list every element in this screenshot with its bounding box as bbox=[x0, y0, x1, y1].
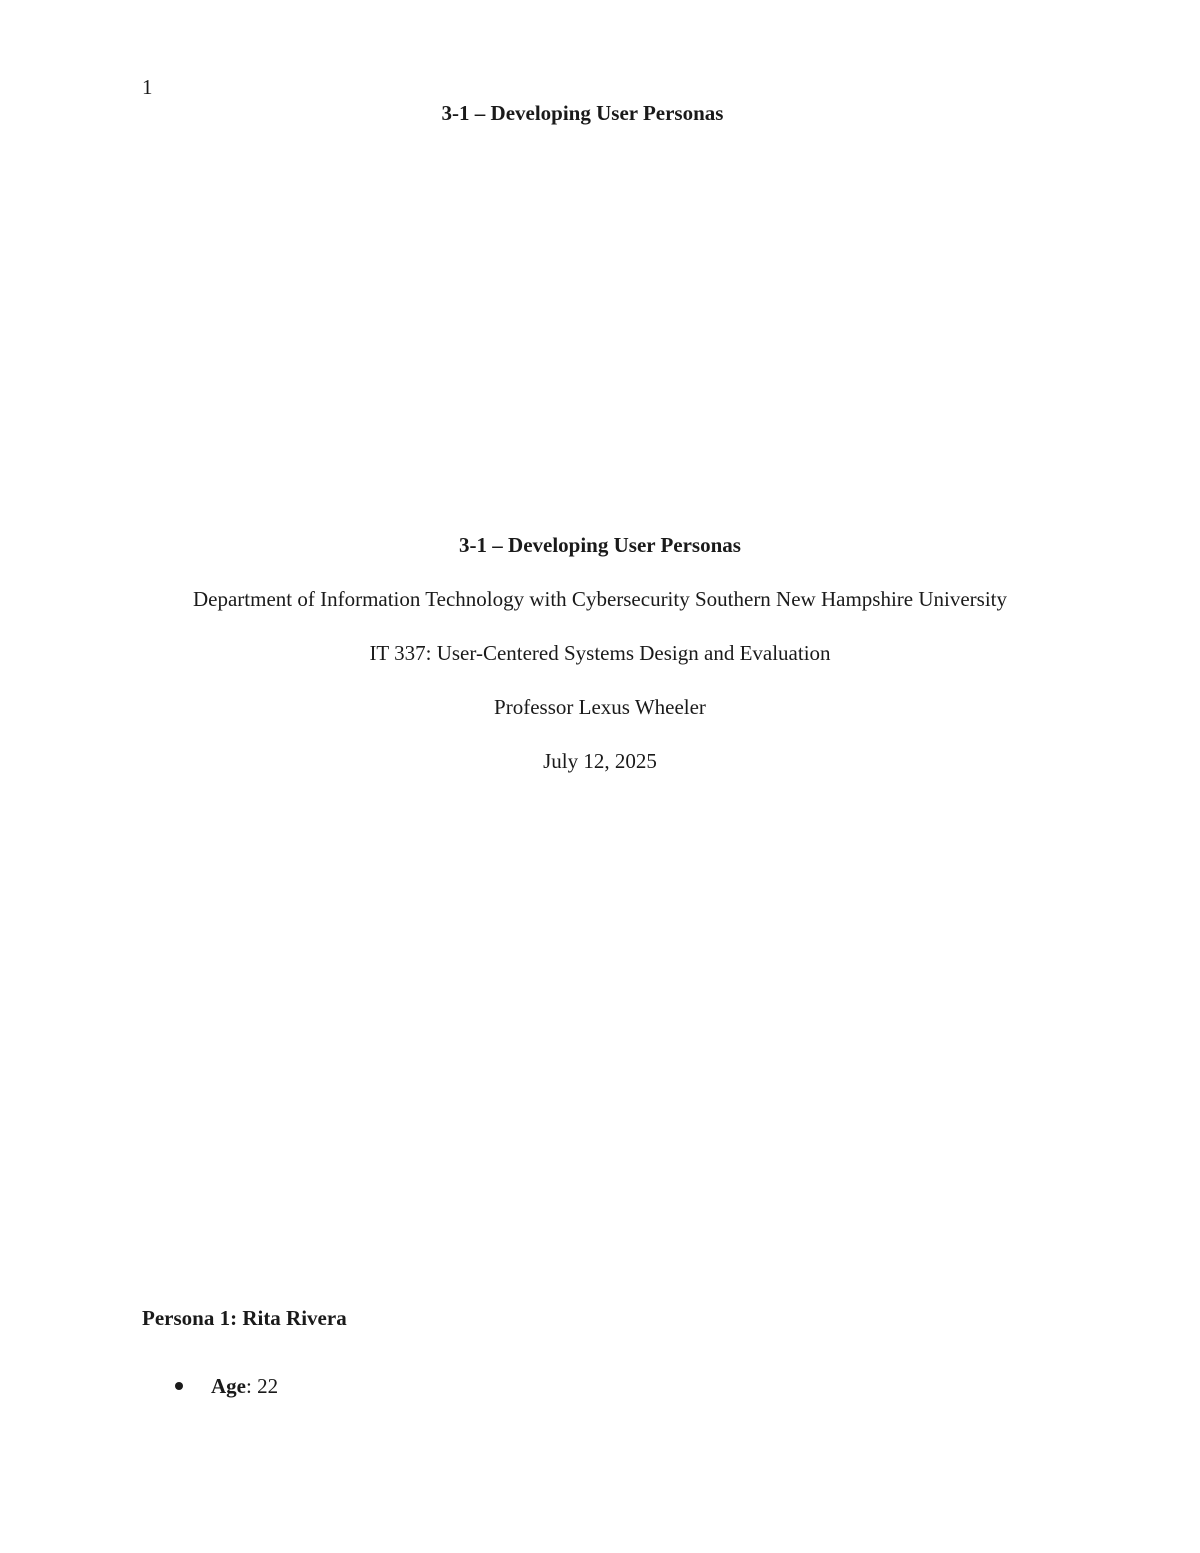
course-line: IT 337: User-Centered Systems Design and Evaluation bbox=[369, 641, 831, 665]
attribute-separator: : bbox=[246, 1374, 258, 1398]
persona-heading: Persona 1: Rita Rivera bbox=[142, 1306, 347, 1330]
attribute-value: 22 bbox=[257, 1374, 279, 1398]
running-head: 3-1 – Developing User Personas bbox=[441, 101, 724, 125]
department-line: Department of Information Technology with Cybersecurity Southern New Hampshire University bbox=[192, 587, 1008, 611]
page-number: 1 bbox=[142, 75, 153, 99]
professor-line: Professor Lexus Wheeler bbox=[494, 695, 706, 719]
bullet-icon bbox=[175, 1382, 183, 1390]
attribute-label: Age bbox=[211, 1374, 246, 1398]
title-block bbox=[0, 532, 1200, 802]
list-item bbox=[142, 1373, 278, 1399]
persona-attribute-list bbox=[142, 1373, 278, 1399]
paper-title: 3-1 – Developing User Personas bbox=[459, 533, 741, 557]
date-line: July 12, 2025 bbox=[543, 749, 657, 773]
